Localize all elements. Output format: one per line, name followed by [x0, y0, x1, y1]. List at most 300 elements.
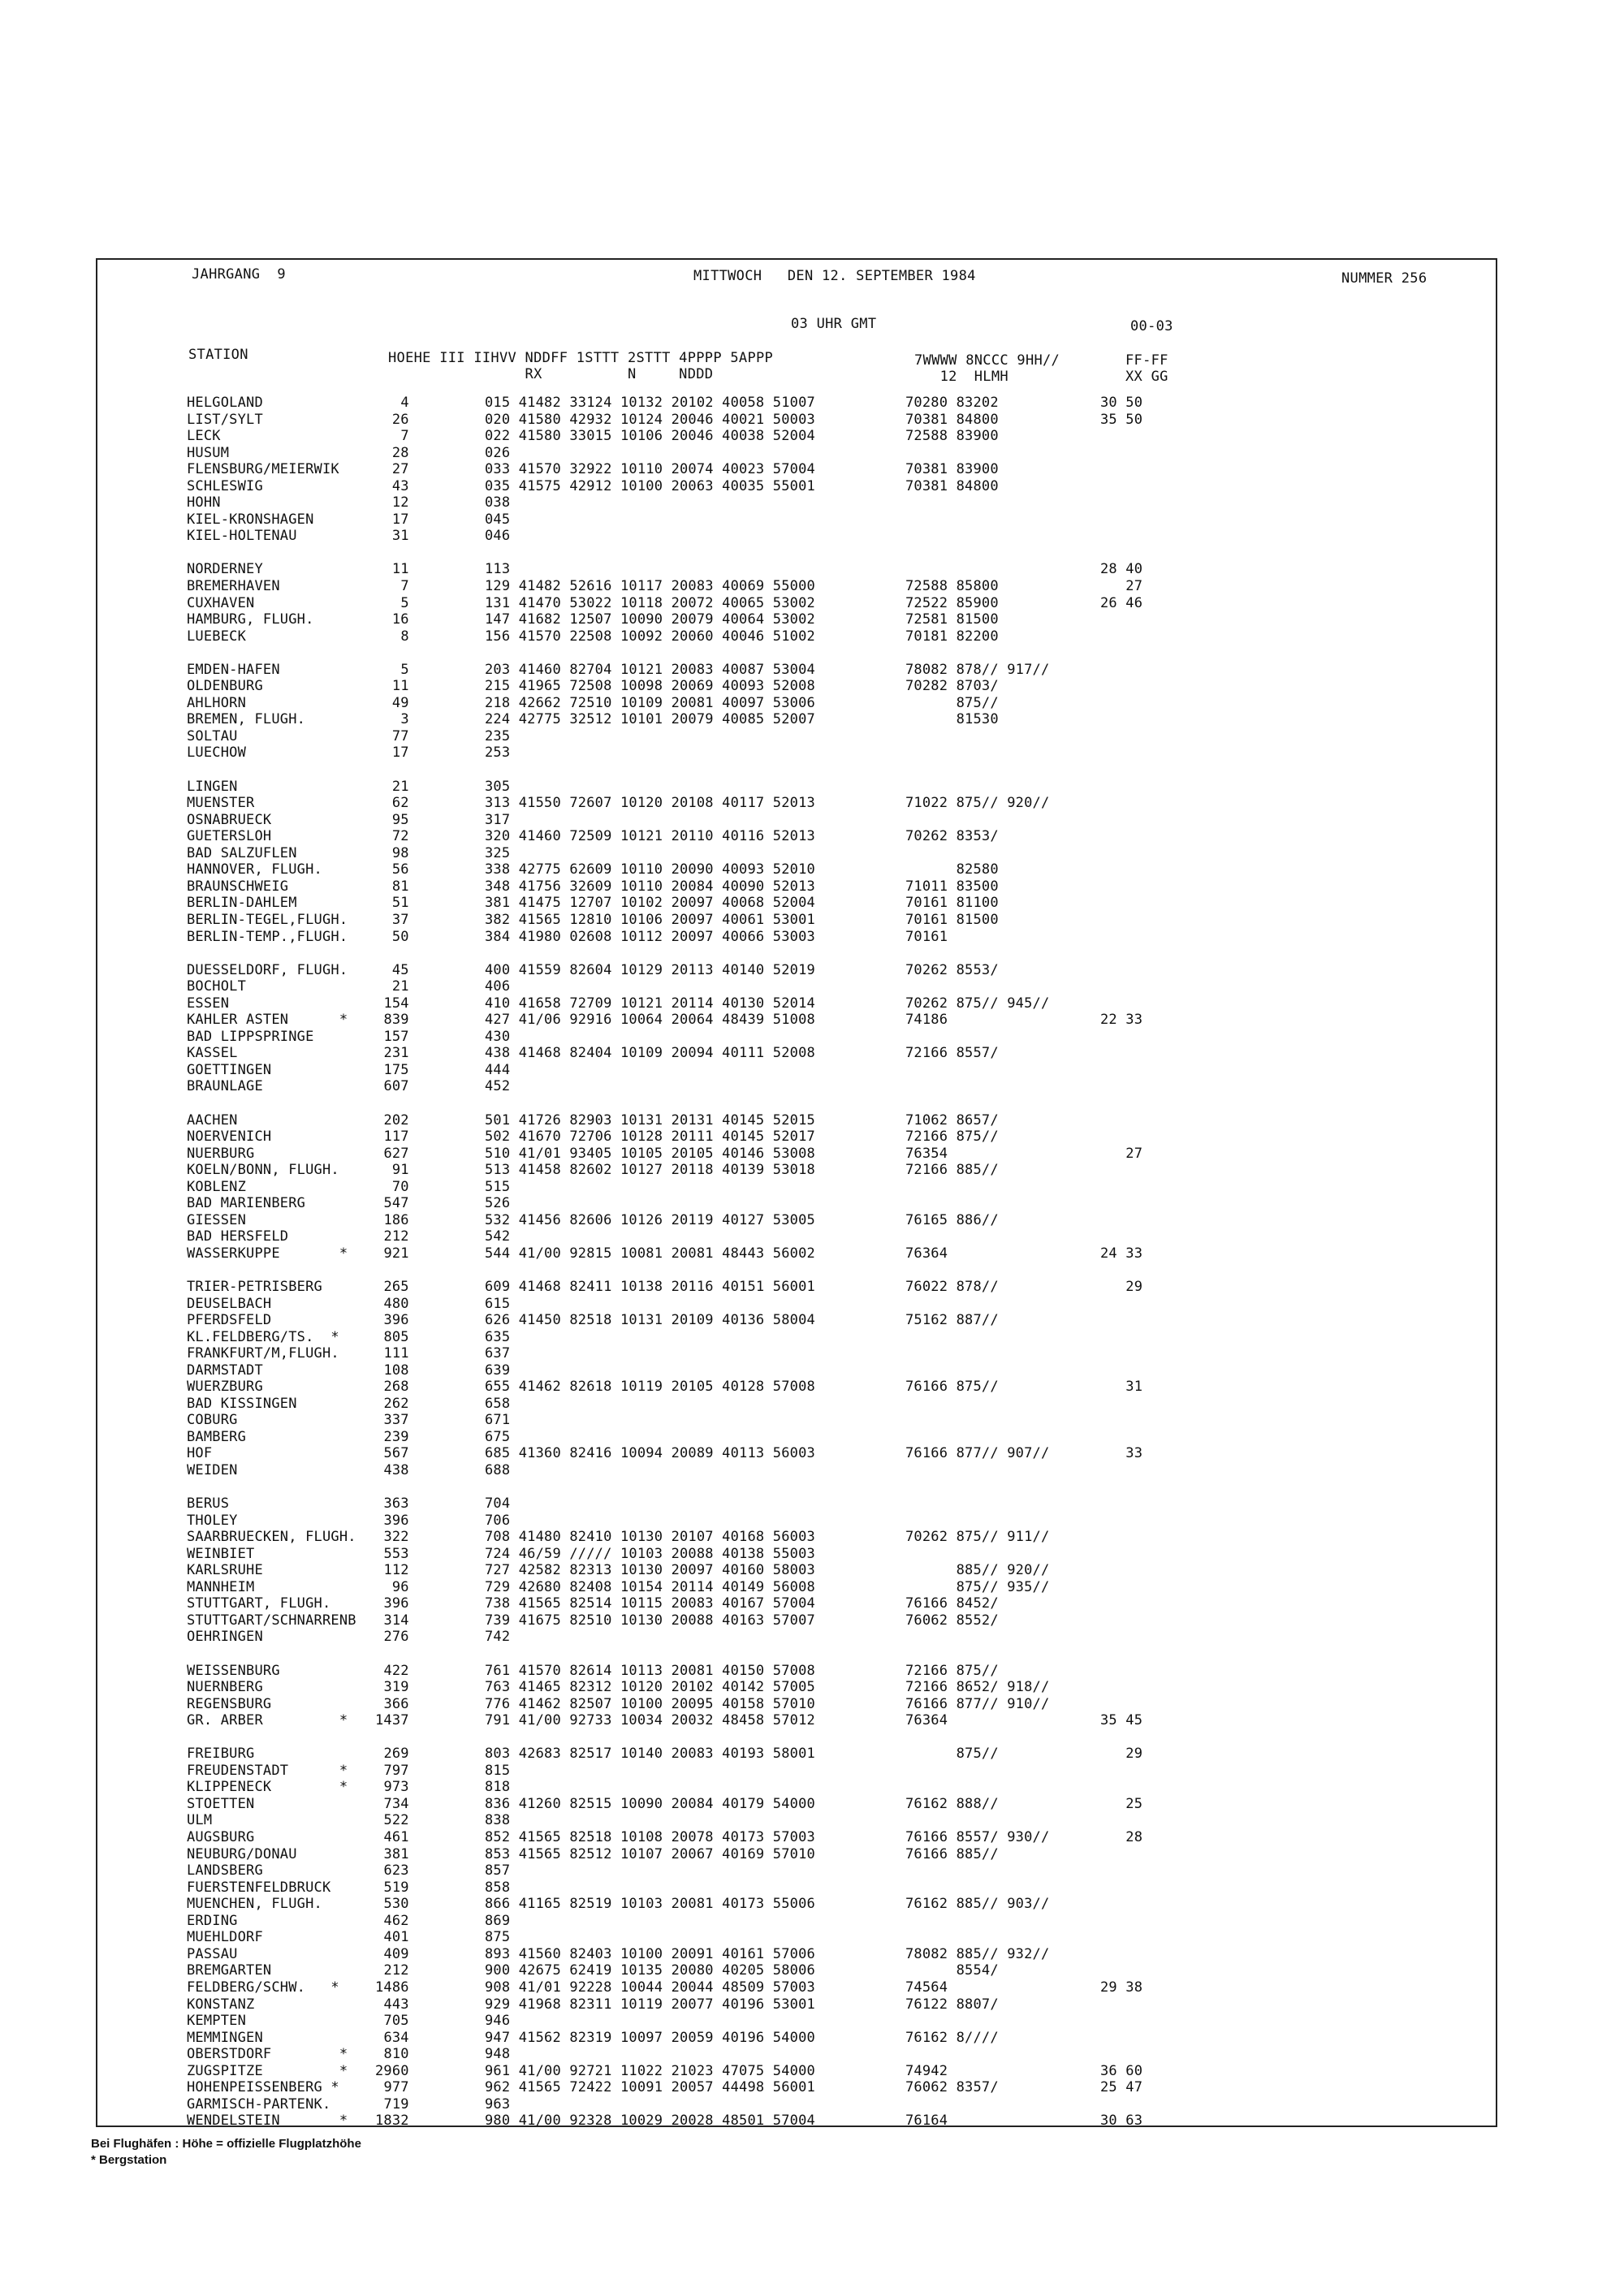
synop-groups: 962 41565 72422 10091 20057 44498 56001 — [485, 2079, 815, 2096]
station-height: 154 — [383, 995, 409, 1012]
station-height: 51 — [391, 895, 409, 912]
station-height: 239 — [383, 1428, 409, 1445]
extra-groups: 76364 — [905, 1245, 948, 1262]
wind-gust — [1100, 461, 1142, 478]
code-header-1: HOEHE III IIHVV NDDFF 1STTT 2STTT 4PPPP 5APPP — [388, 350, 774, 366]
station-name: HOHN — [187, 494, 221, 511]
station-height: 422 — [383, 1662, 409, 1679]
wind-gust — [1100, 878, 1142, 896]
wind-gust — [1100, 812, 1142, 829]
station-name: STUTTGART/SCHNARRENB — [187, 1612, 356, 1629]
extra-groups — [905, 1546, 1049, 1563]
wind-gust — [1100, 1095, 1142, 1112]
extra-groups — [905, 2013, 1049, 2030]
extra-groups: 885// 920// — [905, 1562, 1050, 1579]
synop-groups — [485, 1479, 815, 1496]
station-height: 81 — [391, 878, 409, 895]
wind-gust — [1100, 1045, 1142, 1062]
wind-gust — [1100, 1562, 1142, 1579]
ff-header-1: FF-FF — [1125, 352, 1168, 369]
station-height: 381 — [383, 1845, 409, 1862]
station-height: 2960 — [375, 2062, 409, 2079]
synop-groups: 235 — [485, 727, 511, 744]
station-height: 28 — [391, 444, 409, 461]
station-height: 7 — [400, 578, 409, 595]
synop-groups: 427 41/06 92916 10064 20064 48439 51008 — [485, 1012, 815, 1029]
extra-groups — [905, 1396, 1049, 1413]
time-range: 00-03 — [1130, 318, 1173, 334]
synop-groups: 980 41/00 92328 10029 20028 48501 57004 — [485, 2113, 815, 2130]
extra-groups — [905, 1479, 1049, 1496]
station-height — [375, 645, 409, 662]
station-height: 921 — [383, 1245, 409, 1262]
station-name: BERLIN-TEGEL,FLUGH. — [187, 911, 348, 928]
station-name: AHLHORN — [187, 694, 247, 711]
synop-groups: 706 — [485, 1512, 511, 1529]
station-height: 231 — [383, 1045, 409, 1062]
synop-groups: 815 — [485, 1762, 511, 1779]
hoehe-column — [375, 395, 409, 2130]
station-name: BREMERHAVEN — [187, 578, 280, 595]
wind-gust — [1100, 1729, 1142, 1746]
station-height — [375, 1479, 409, 1496]
station-column — [187, 395, 356, 2130]
wind-gust — [1100, 1312, 1142, 1329]
station-height: 26 — [391, 411, 409, 428]
station-height: 5 — [400, 661, 409, 678]
station-height: 17 — [391, 511, 409, 528]
synop-groups: 544 41/00 92815 10081 20081 48443 56002 — [485, 1245, 815, 1262]
wind-gust: 28 — [1100, 1829, 1143, 1846]
extra-groups: 76162 885// 903// — [905, 1896, 1050, 1913]
wind-gust — [1100, 1212, 1142, 1229]
synop-groups: 658 — [485, 1395, 511, 1412]
synop-groups — [485, 762, 815, 779]
extra-groups — [905, 1779, 1049, 1796]
synop-groups: 869 — [485, 1912, 511, 1929]
station-height: 21 — [391, 778, 409, 795]
extra-groups: 81530 — [905, 711, 999, 728]
synop-groups: 338 42775 62609 10110 20090 40093 52010 — [485, 861, 815, 878]
station-name: NOERVENICH — [187, 1129, 272, 1146]
wind-gust — [1100, 478, 1142, 495]
extra-groups — [905, 511, 1049, 529]
extra-groups: 76166 8452/ — [905, 1595, 999, 1612]
extra-groups: 70282 8703/ — [905, 678, 999, 695]
station-name: GOETTINGEN — [187, 1061, 272, 1078]
synop-groups: 502 41670 72706 10128 20111 40145 52017 — [485, 1129, 815, 1146]
station-height: 37 — [391, 911, 409, 928]
station-height: 839 — [383, 1012, 409, 1029]
station-height: 396 — [383, 1512, 409, 1529]
synop-groups: 742 — [485, 1629, 511, 1646]
synop-groups: 129 41482 52616 10117 20083 40069 55000 — [485, 578, 815, 595]
station-name: ZUGSPITZE * — [187, 2062, 348, 2079]
synop-groups: 406 — [485, 978, 511, 995]
synop-groups: 671 — [485, 1412, 511, 1429]
station-height: 530 — [383, 1896, 409, 1913]
station-name: LUECHOW — [187, 744, 247, 762]
extra-groups — [905, 1029, 1049, 1046]
station-name — [187, 1479, 356, 1496]
synop-groups: 626 41450 82518 10131 20109 40136 58004 — [485, 1312, 815, 1329]
wind-gust — [1100, 1112, 1142, 1129]
synop-groups: 963 — [485, 2095, 511, 2113]
station-height: 480 — [383, 1295, 409, 1312]
station-height: 269 — [383, 1746, 409, 1763]
station-name: LINGEN — [187, 778, 238, 795]
synop-groups: 033 41570 32922 10110 20074 40023 57004 — [485, 461, 815, 478]
extra-groups — [905, 762, 1049, 779]
synop-groups: 704 — [485, 1495, 511, 1513]
synop-groups: 253 — [485, 744, 511, 762]
synop-groups: 501 41726 82903 10131 20131 40145 52015 — [485, 1111, 815, 1129]
station-name — [187, 945, 356, 962]
station-name: KARLSRUHE — [187, 1562, 263, 1579]
synop-groups: 908 41/01 92228 10044 20044 48509 57003 — [485, 1979, 815, 1996]
station-height: 734 — [383, 1795, 409, 1812]
station-name: FELDBERG/SCHW. * — [187, 1979, 339, 1996]
extra-groups — [905, 1513, 1049, 1530]
synop-groups: 510 41/01 93405 10105 20105 40146 53008 — [485, 1145, 815, 1162]
station-name: HOHENPEISSENBERG * — [187, 2079, 339, 2096]
station-name: GUETERSLOH — [187, 828, 272, 845]
station-height: 973 — [383, 1779, 409, 1796]
station-height: 186 — [383, 1211, 409, 1228]
extra-groups — [905, 1880, 1049, 1897]
wind-gust: 29 — [1100, 1278, 1143, 1295]
station-height: 522 — [383, 1812, 409, 1829]
station-name: KIEL-HOLTENAU — [187, 528, 297, 545]
wind-gust: 24 33 — [1100, 1245, 1143, 1262]
synop-groups: 526 — [485, 1195, 511, 1212]
wind-gust — [1100, 978, 1142, 995]
extra-groups: 76364 — [905, 1712, 948, 1729]
station-name: KLIPPENECK * — [187, 1779, 348, 1796]
wind-gust — [1100, 428, 1142, 445]
synop-groups: 410 41658 72709 10121 20114 40130 52014 — [485, 995, 815, 1012]
extra-groups: 70280 83202 — [905, 395, 999, 411]
synop-groups — [485, 1646, 815, 1663]
extra-groups: 75162 887// — [905, 1312, 999, 1329]
station-name: WEISSENBURG — [187, 1662, 280, 1679]
station-height: 31 — [391, 528, 409, 545]
wind-gust — [1100, 845, 1142, 862]
synop-groups: 218 42662 72510 10109 20081 40097 53006 — [485, 694, 815, 711]
wind-gust — [1100, 1029, 1142, 1046]
station-name: KONSTANZ — [187, 1996, 255, 2013]
synop-groups: 838 — [485, 1812, 511, 1829]
synop-groups: 948 — [485, 2046, 511, 2063]
station-height: 627 — [383, 1145, 409, 1162]
extra-groups — [905, 1329, 1049, 1346]
station-name: BRAUNSCHWEIG — [187, 878, 289, 895]
wind-gust — [1100, 1962, 1142, 1979]
station-name — [187, 762, 356, 779]
extra-groups: 76166 885// — [905, 1845, 999, 1862]
station-height: 409 — [383, 1945, 409, 1962]
wind-gust: 35 45 — [1100, 1712, 1143, 1729]
wind-gust — [1100, 1062, 1142, 1079]
station-height: 366 — [383, 1695, 409, 1712]
station-height: 111 — [383, 1345, 409, 1362]
extra-groups — [905, 779, 1049, 796]
wind-gust — [1100, 995, 1142, 1012]
wind-gust — [1100, 1812, 1142, 1829]
extra-groups — [905, 1929, 1049, 1946]
synop-groups: 852 41565 82518 10108 20078 40173 57003 — [485, 1829, 815, 1846]
station-height: 1832 — [375, 2113, 409, 2130]
jahrgang: JAHRGANG 9 — [192, 266, 286, 283]
extra-groups — [905, 728, 1049, 745]
station-name: WASSERKUPPE * — [187, 1245, 348, 1262]
extra-groups: 72581 81500 — [905, 611, 999, 628]
synop-groups: 724 46/59 ///// 10103 20088 40138 55003 — [485, 1545, 815, 1562]
synop-groups — [485, 1095, 815, 1112]
station-name: OBERSTDORF * — [187, 2046, 348, 2063]
extra-groups: 71011 83500 — [905, 878, 999, 895]
station-height — [375, 545, 409, 562]
wind-gust: 22 33 — [1100, 1012, 1143, 1029]
wind-gust — [1100, 545, 1142, 562]
station-height: 719 — [383, 2095, 409, 2113]
wind-gust: 30 63 — [1100, 2113, 1143, 2130]
wind-gust — [1100, 1513, 1142, 1530]
extra-groups — [905, 1462, 1049, 1479]
station-height: 91 — [391, 1162, 409, 1179]
extra-header-2: 12 HLMH — [914, 369, 1009, 385]
station-name: GARMISCH-PARTENK. — [187, 2095, 331, 2113]
synop-groups: 015 41482 33124 10132 20102 40058 51007 — [485, 395, 815, 411]
extra-groups: 71062 8657/ — [905, 1111, 999, 1129]
synop-groups: 035 41575 42912 10100 20063 40035 55001 — [485, 477, 815, 494]
station-name: KOELN/BONN, FLUGH. — [187, 1162, 339, 1179]
wind-gust: 27 — [1100, 1145, 1143, 1162]
station-name: BRAUNLAGE — [187, 1078, 263, 1095]
station-height: 70 — [391, 1178, 409, 1195]
station-height: 977 — [383, 2079, 409, 2096]
station-name: BOCHOLT — [187, 978, 247, 995]
station-height: 443 — [383, 1996, 409, 2013]
station-height: 396 — [383, 1595, 409, 1612]
station-name: WEIDEN — [187, 1462, 238, 1478]
wind-gust — [1100, 929, 1142, 946]
station-name: LIST/SYLT — [187, 411, 263, 428]
station-name: MUEHLDORF — [187, 1929, 263, 1946]
extra-groups — [905, 561, 1049, 578]
station-name: BAD LIPPSPRINGE — [187, 1028, 314, 1045]
extra-groups — [905, 1095, 1049, 1112]
extra-groups — [905, 1228, 1049, 1245]
synop-groups: 858 — [485, 1879, 511, 1896]
extra-groups: 76164 — [905, 2113, 948, 2130]
synop-groups: 317 — [485, 811, 511, 828]
wind-gust: 31 — [1100, 1379, 1143, 1396]
extra-groups: 72166 885// — [905, 1162, 999, 1179]
extra-groups — [905, 494, 1049, 511]
synop-groups: 382 41565 12810 10106 20097 40061 53001 — [485, 911, 815, 928]
wind-gust: 27 — [1100, 578, 1143, 595]
station-name: ULM — [187, 1812, 213, 1829]
synop-groups: 438 41468 82404 10109 20094 40111 52008 — [485, 1045, 815, 1062]
wind-gust — [1100, 2013, 1142, 2030]
synop-groups: 853 41565 82512 10107 20067 40169 57010 — [485, 1845, 815, 1862]
wind-gust: 30 50 — [1100, 395, 1143, 411]
wind-gust — [1100, 861, 1142, 878]
station-height: 12 — [391, 494, 409, 511]
synop-groups — [485, 645, 815, 662]
station-name: BERUS — [187, 1495, 230, 1513]
extra-groups — [905, 845, 1049, 862]
synop-groups: 946 — [485, 2013, 511, 2030]
wind-gust — [1100, 1129, 1142, 1146]
wind-gust — [1100, 1896, 1142, 1913]
synop-groups: 452 — [485, 1078, 511, 1095]
synop-groups: 045 — [485, 511, 511, 528]
station-name: SCHLESWIG — [187, 477, 263, 494]
extra-groups: 70181 82200 — [905, 628, 999, 645]
station-height: 77 — [391, 727, 409, 744]
wind-gust — [1100, 1880, 1142, 1897]
wind-gust — [1100, 1946, 1142, 1963]
station-name: HELGOLAND — [187, 395, 263, 411]
extra-groups: 72522 85900 — [905, 594, 999, 611]
station-height: 11 — [391, 561, 409, 578]
wind-gust — [1100, 828, 1142, 845]
extra-groups — [905, 812, 1049, 829]
wind-gust — [1100, 1495, 1142, 1513]
wind-gust: 35 50 — [1100, 411, 1143, 428]
station-height: 805 — [383, 1328, 409, 1345]
extra-groups — [905, 2046, 1049, 2063]
wind-gust — [1100, 2046, 1142, 2063]
synop-groups: 688 — [485, 1462, 511, 1478]
synop-groups: 685 41360 82416 10094 20089 40113 56003 — [485, 1445, 815, 1462]
synop-groups: 639 — [485, 1362, 511, 1379]
station-name: KIEL-KRONSHAGEN — [187, 511, 314, 528]
wind-gust — [1100, 962, 1142, 979]
wind-gust — [1100, 1779, 1142, 1796]
wind-gust: 29 — [1100, 1746, 1143, 1763]
extra-groups: 72166 8652/ 918// — [905, 1679, 1050, 1696]
station-name: MUENSTER — [187, 795, 255, 812]
station-height: 401 — [383, 1929, 409, 1946]
synop-groups: 761 41570 82614 10113 20081 40150 57008 — [485, 1662, 815, 1679]
synop-groups: 836 41260 82515 10090 20084 40179 54000 — [485, 1795, 815, 1812]
station-name: WUERZBURG — [187, 1379, 263, 1396]
extra-groups — [905, 1495, 1049, 1513]
wind-gust — [1100, 795, 1142, 812]
station-name: SAARBRUECKEN, FLUGH. — [187, 1529, 356, 1546]
station-name: GR. ARBER * — [187, 1712, 348, 1729]
synop-groups: 348 41756 32609 10110 20084 40090 52013 — [485, 878, 815, 895]
wind-gust — [1100, 511, 1142, 529]
station-name: BREMEN, FLUGH. — [187, 711, 306, 728]
station-name — [187, 545, 356, 562]
station-name: NUERBURG — [187, 1145, 255, 1162]
station-height: 212 — [383, 1962, 409, 1979]
station-name: BAD SALZUFLEN — [187, 844, 297, 861]
synop-groups: 763 41465 82312 10120 20102 40142 57005 — [485, 1679, 815, 1696]
synop-groups: 022 41580 33015 10106 20046 40038 52004 — [485, 428, 815, 445]
station-height — [375, 945, 409, 962]
synop-groups: 400 41559 82604 10129 20113 40140 52019 — [485, 961, 815, 978]
station-name: FRANKFURT/M,FLUGH. — [187, 1345, 339, 1362]
station-name: DEUSELBACH — [187, 1295, 272, 1312]
extra-groups — [905, 1195, 1049, 1212]
wind-gust: 25 — [1100, 1795, 1143, 1812]
extra-groups: 76162 8//// — [905, 2029, 999, 2046]
station-name: KAHLER ASTEN * — [187, 1012, 348, 1029]
station-height: 810 — [383, 2046, 409, 2063]
synop-groups: 215 41965 72508 10098 20069 40093 52008 — [485, 678, 815, 695]
synop-groups: 637 — [485, 1345, 511, 1362]
station-height: 56 — [391, 861, 409, 878]
synop-groups: 113 — [485, 561, 511, 578]
station-name: BAD MARIENBERG — [187, 1195, 306, 1212]
synop-groups: 708 41480 82410 10130 20107 40168 56003 — [485, 1529, 815, 1546]
station-name: BAD KISSINGEN — [187, 1395, 297, 1412]
station-height: 547 — [383, 1195, 409, 1212]
extra-groups — [905, 545, 1049, 562]
wind-gust — [1100, 678, 1142, 695]
station-name: OLDENBURG — [187, 678, 263, 695]
station-name — [187, 1095, 356, 1112]
wind-gust — [1100, 1462, 1142, 1479]
synop-groups: 947 41562 82319 10097 20059 40196 54000 — [485, 2029, 815, 2046]
synop-groups: 203 41460 82704 10121 20083 40087 53004 — [485, 661, 815, 678]
station-height: 17 — [391, 744, 409, 762]
station-name: BERLIN-DAHLEM — [187, 895, 297, 912]
station-height: 319 — [383, 1679, 409, 1696]
station-height: 202 — [383, 1111, 409, 1129]
station-height: 175 — [383, 1061, 409, 1078]
station-name: REGENSBURG — [187, 1695, 272, 1712]
wind-gust — [1100, 1862, 1142, 1880]
extra-groups: 78082 878// 917// — [905, 661, 1050, 678]
synop-groups — [485, 1262, 815, 1279]
wind-gust — [1100, 1296, 1142, 1313]
synop-groups: 046 — [485, 528, 511, 545]
wind-gust — [1100, 1546, 1142, 1563]
synop-groups — [485, 545, 815, 562]
extra-group-column — [905, 395, 1049, 2130]
station-name: KASSEL — [187, 1045, 238, 1062]
extra-groups: 70381 84800 — [905, 477, 999, 494]
station-height: 112 — [383, 1562, 409, 1579]
wind-gust — [1100, 1479, 1142, 1496]
station-name: PFERDSFELD — [187, 1312, 272, 1329]
extra-groups — [905, 1296, 1049, 1313]
station-height: 4 — [400, 395, 409, 411]
station-height: 623 — [383, 1862, 409, 1880]
synop-groups: 320 41460 72509 10121 20110 40116 52013 — [485, 828, 815, 845]
synop-groups: 635 — [485, 1328, 511, 1345]
wind-gust — [1100, 2096, 1142, 2113]
extra-groups: 76022 878// — [905, 1278, 999, 1295]
extra-groups: 72166 875// — [905, 1662, 999, 1679]
station-name: BREMGARTEN — [187, 1962, 272, 1979]
station-name: LANDSBERG — [187, 1862, 263, 1880]
wind-gust — [1100, 912, 1142, 929]
station-name: DARMSTADT — [187, 1362, 263, 1379]
wind-gust — [1100, 1679, 1142, 1696]
station-name: KEMPTEN — [187, 2013, 247, 2030]
station-height: 396 — [383, 1312, 409, 1329]
station-height — [375, 1095, 409, 1112]
station-name: ERDING — [187, 1912, 238, 1929]
synop-groups: 900 42675 62419 10135 20080 40205 58006 — [485, 1962, 815, 1979]
